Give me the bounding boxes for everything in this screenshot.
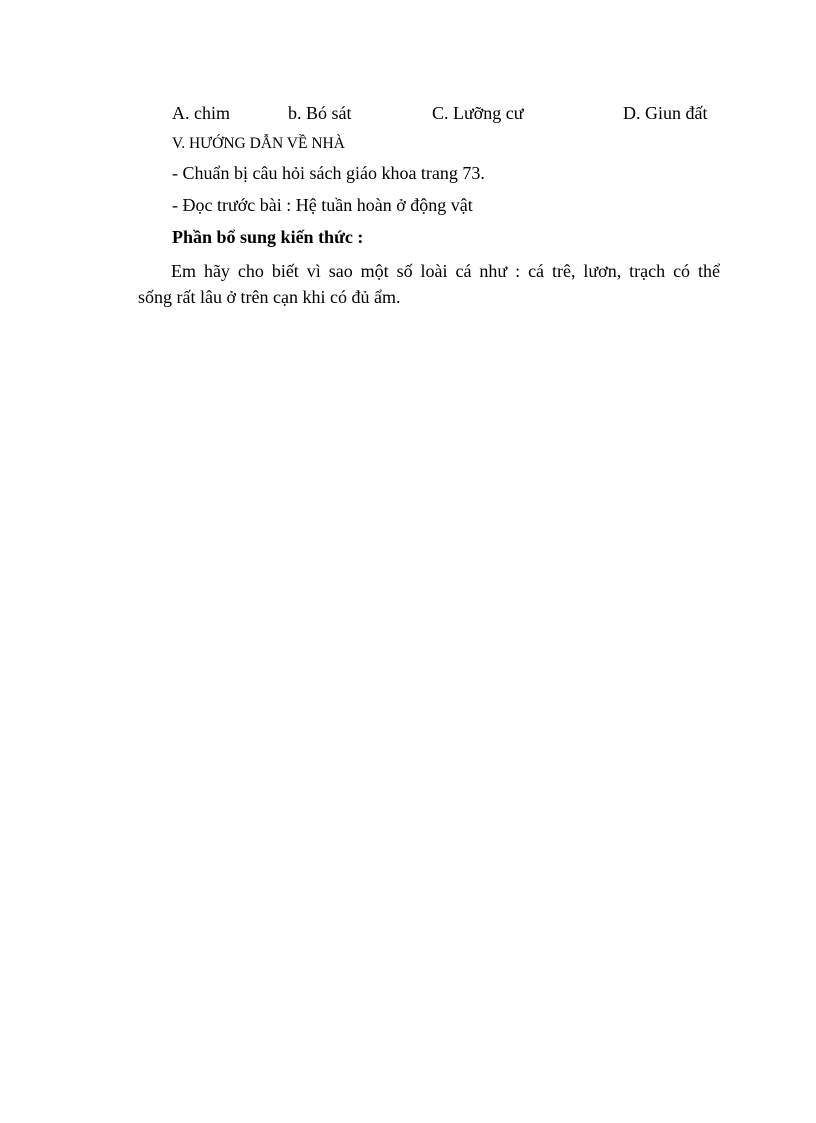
option-a: A. chim: [172, 103, 230, 123]
supplement-title: Phần bổ sung kiến thức :: [172, 227, 364, 247]
homework-heading: V. HƯỚNG DẪN VỀ NHÀ: [172, 135, 345, 152]
supplement-paragraph: [138, 258, 720, 310]
homework-item-1: - Chuẩn bị câu hỏi sách giáo khoa trang 73.: [172, 163, 485, 183]
option-d: D. Giun đất: [623, 103, 708, 123]
homework-item-2: - Đọc trước bài : Hệ tuần hoàn ở động vật: [172, 195, 473, 215]
option-b: b. Bó sát: [288, 103, 352, 123]
option-c: C. Lưỡng cư: [432, 103, 524, 123]
supplement-paragraph-line-2: sống rất lâu ở trên cạn khi có đủ ẩm.: [138, 287, 401, 307]
answer-options: [0, 103, 816, 127]
supplement-paragraph-line-1: Em hãy cho biết vì sao một số loài cá như : cá trê, lươn, trạch có thể: [171, 261, 720, 281]
